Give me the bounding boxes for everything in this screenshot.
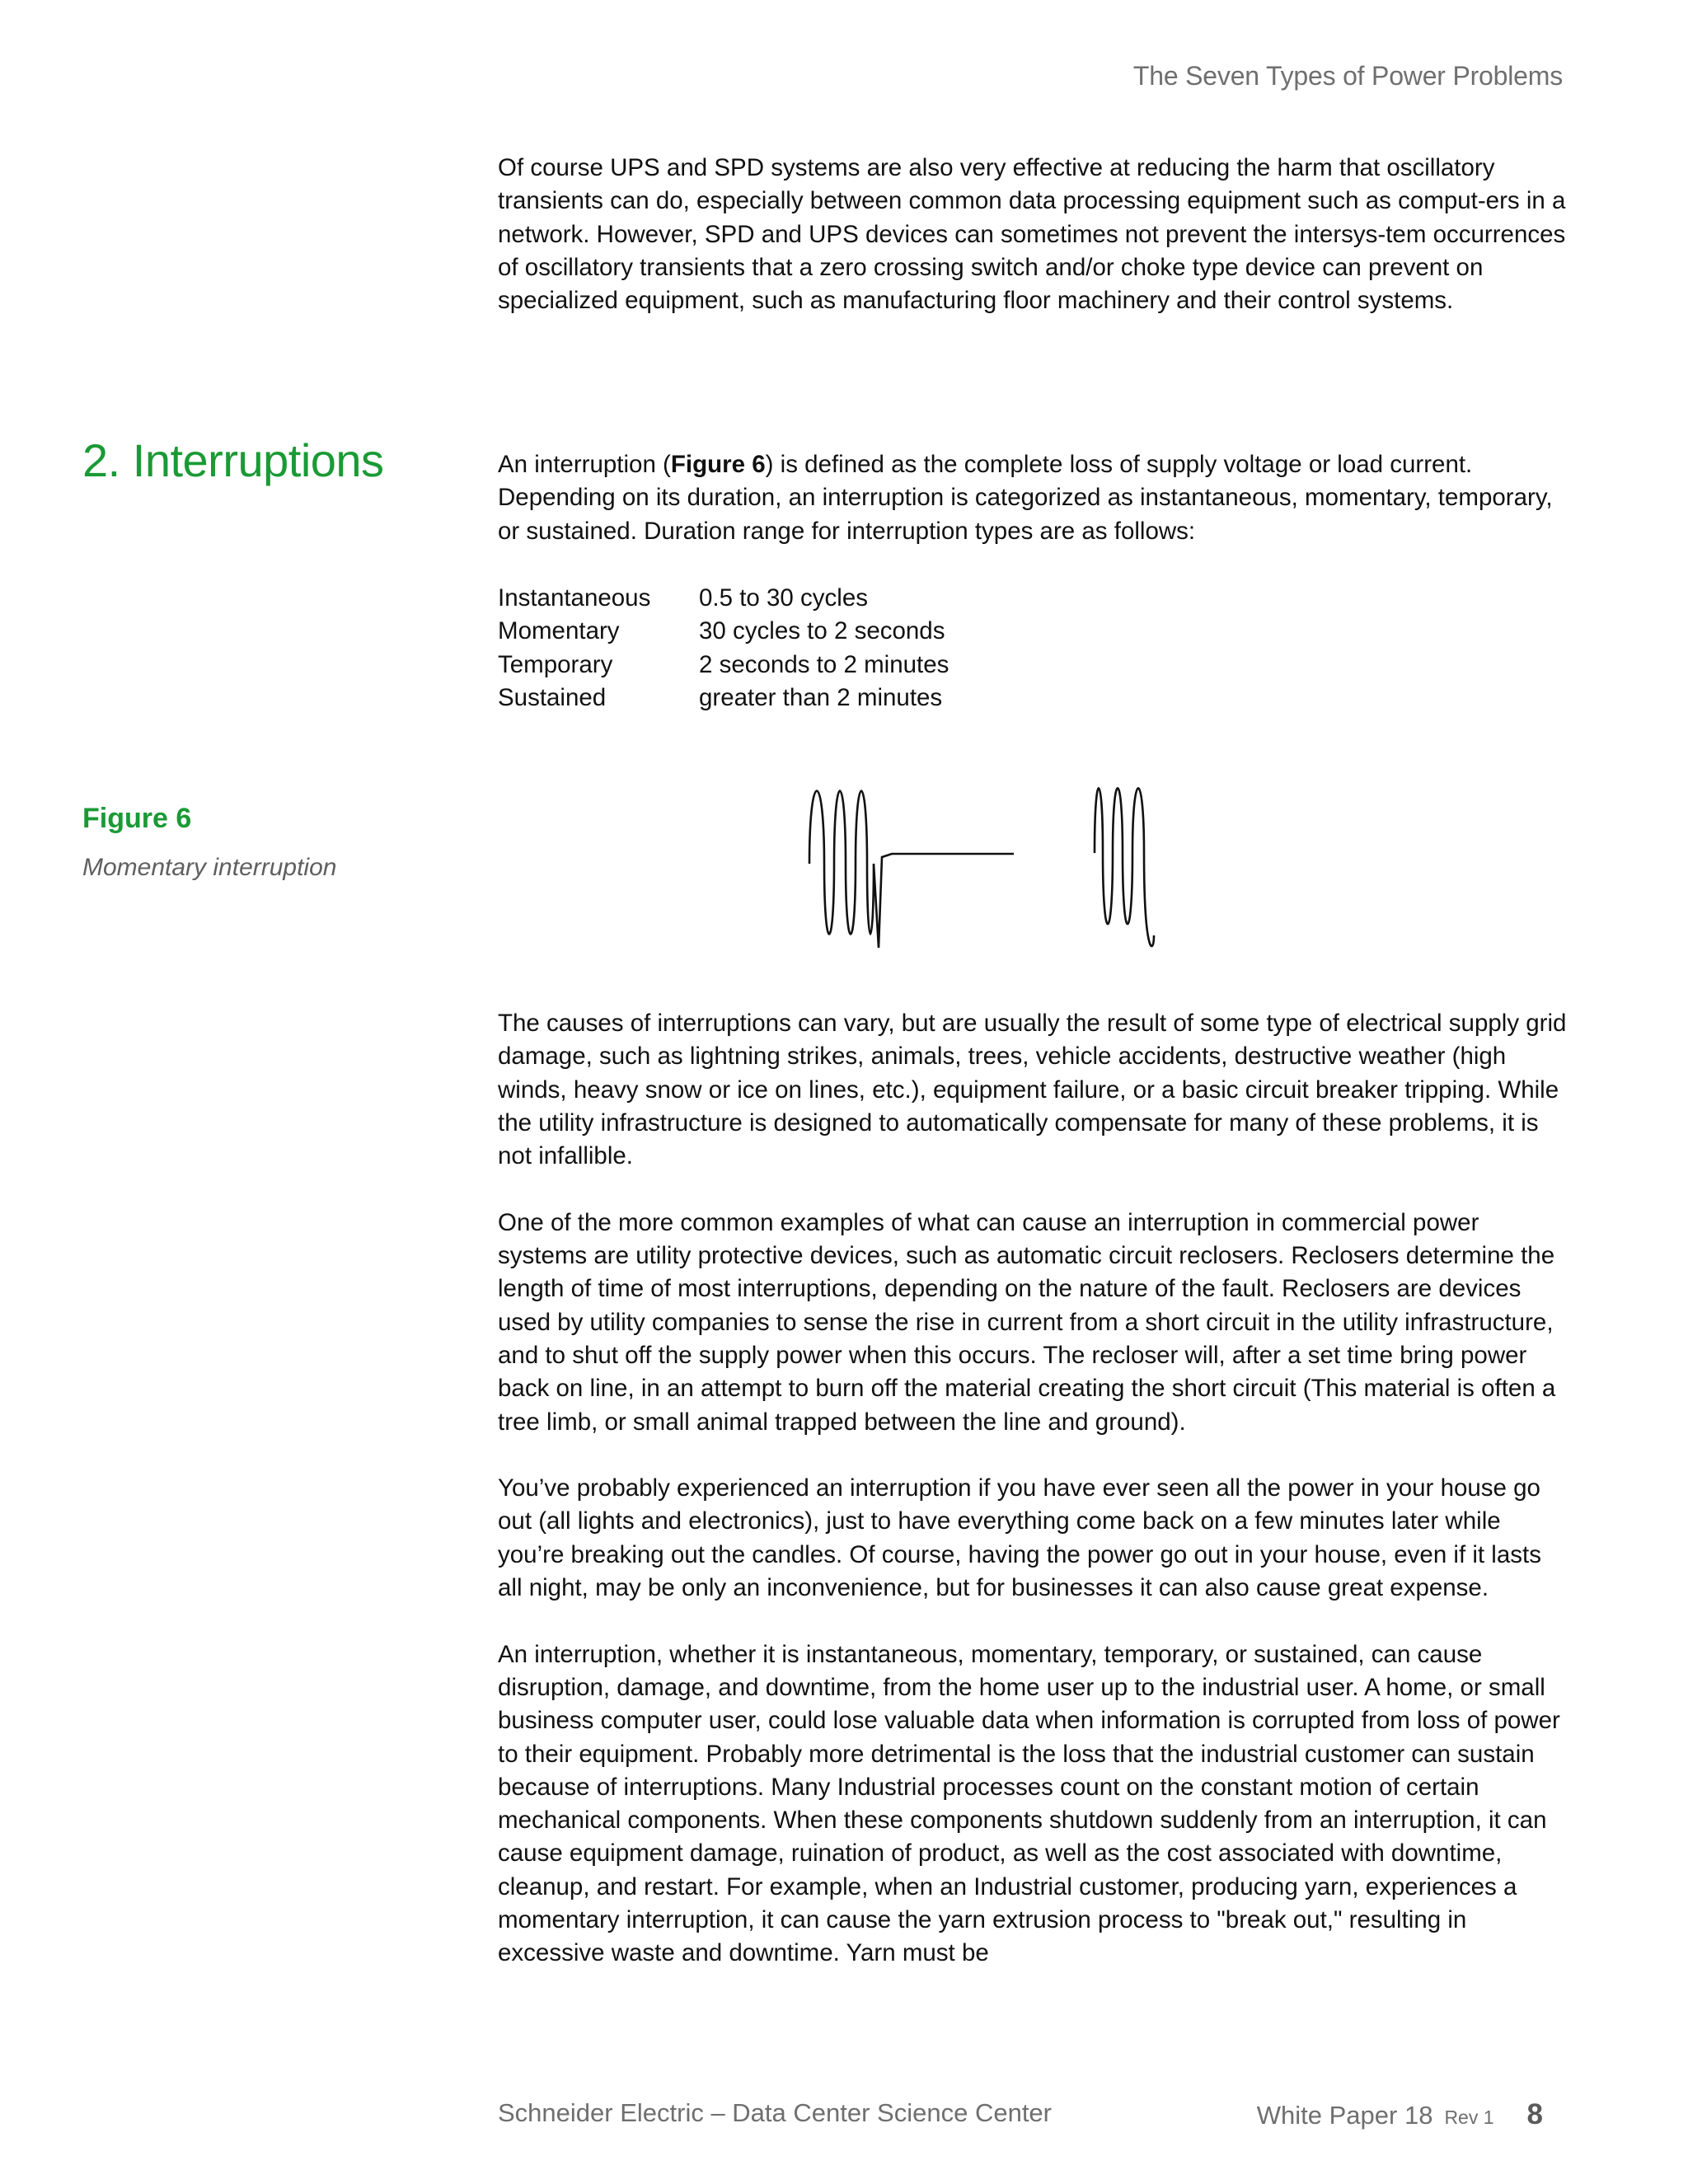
duration-row	[498, 615, 949, 648]
definition-text-after: ) is defined as the complete loss of supply voltage or load current. Depending on its duration, an interruption is categorized as instantaneous, momentary, temporary, or sustained. Duration range for interruption types are as follows:	[498, 451, 1553, 545]
duration-table	[498, 582, 949, 715]
body-paragraph: An interruption, whether it is instantaneous, momentary, temporary, or sustained, can cause disruption, damage, and downtime, from the home user up to the industrial user. A home, or small business computer user, could lose valuable data when information is corrupted from loss of power to their equipment. Probably more detrimental is the loss that the industrial customer can sustain because of interruptions. Many Industrial processes count on the constant motion of certain mechanical components. When these components shutdown suddenly from an interruption, it can cause equipment damage, ruination of product, as well as the cost associated with downtime, cleanup, and restart. For example, when an Industrial customer, producing yarn, experiences a momentary interruption, it can cause the yarn extrusion process to "break out," resulting in excessive waste and downtime. Yarn must be	[498, 1640, 1560, 1967]
body-paragraph: One of the more common examples of what can cause an interruption in commercial power systems are utility protective devices, such as automatic circuit reclosers. Reclosers determine the length of time of most interruptions, depending on the nature of the fault. Reclosers are devices used by utility companies to sense the rise in current from a short circuit in the utility infrastructure, and to shut off the supply power when this occurs. The recloser will, after a set time bring power back on line, in an attempt to burn off the material creating the short circuit (This material is often a tree limb, or small animal trapped between the line and ground).	[498, 1208, 1556, 1436]
footer-doc-info	[1257, 2098, 1543, 2131]
duration-type: Temporary	[498, 650, 613, 678]
page-number: 8	[1526, 2098, 1543, 2130]
duration-range: 0.5 to 30 cycles	[699, 584, 868, 612]
momentary-interruption-waveform	[791, 766, 1203, 948]
duration-type: Sustained	[498, 683, 607, 711]
waveform-before-interruption	[809, 791, 1014, 949]
duration-type: Momentary	[498, 617, 620, 645]
duration-row	[498, 649, 949, 682]
duration-range: 2 seconds to 2 minutes	[699, 650, 950, 678]
waveform-after-interruption	[1095, 788, 1154, 946]
body-paragraphs	[498, 1007, 1569, 1971]
footer-rev: Rev 1	[1444, 2107, 1494, 2128]
running-header: The Seven Types of Power Problems	[1132, 61, 1563, 91]
duration-range: 30 cycles to 2 seconds	[699, 617, 945, 645]
duration-range: greater than 2 minutes	[699, 683, 943, 711]
section-title: 2. Interruptions	[82, 434, 384, 486]
duration-type: Instantaneous	[498, 584, 651, 612]
duration-row	[498, 582, 949, 615]
footer-doc: White Paper 18	[1256, 2101, 1433, 2130]
duration-row	[498, 682, 949, 715]
definition-text-before: An interruption (	[498, 451, 671, 478]
definition-paragraph	[498, 448, 1569, 548]
figure-reference: Figure 6	[670, 451, 766, 478]
figure-caption: Momentary interruption	[82, 854, 337, 881]
body-paragraph: You’ve probably experienced an interruption if you have ever seen all the power in your house go out (all lights and electronics), just to have everything come back on a few minutes later while you’re breaking out the candles. Of course, having the power go out in your house, even if it lasts all night, may be only an inconvenience, but for businesses it can also cause great expense.	[498, 1474, 1541, 1602]
intro-paragraph-text: Of course UPS and SPD systems are also very effective at reducing the harm that oscillatory transients can do, especially between common data processing equipment such as comput-ers in a network. However, SPD and UPS devices can sometimes not prevent the intersys-tem occurrences of oscillatory transients that a zero crossing switch and/or choke type device can prevent on specialized equipment, such as manufacturing floor machinery and their control systems.	[498, 154, 1566, 315]
figure-label: Figure 6	[82, 803, 192, 834]
intro-paragraph	[498, 152, 1569, 317]
body-paragraph: The causes of interruptions can vary, but are usually the result of some type of electrical supply grid damage, such as lightning strikes, animals, trees, vehicle accidents, destructive weather (high winds, heavy snow or ice on lines, etc.), equipment failure, or a basic circuit breaker tripping. While the utility infrastructure is designed to automatically compensate for many of these problems, it is not infallible.	[498, 1010, 1567, 1170]
footer-publisher: Schneider Electric – Data Center Science Center	[498, 2098, 1052, 2127]
